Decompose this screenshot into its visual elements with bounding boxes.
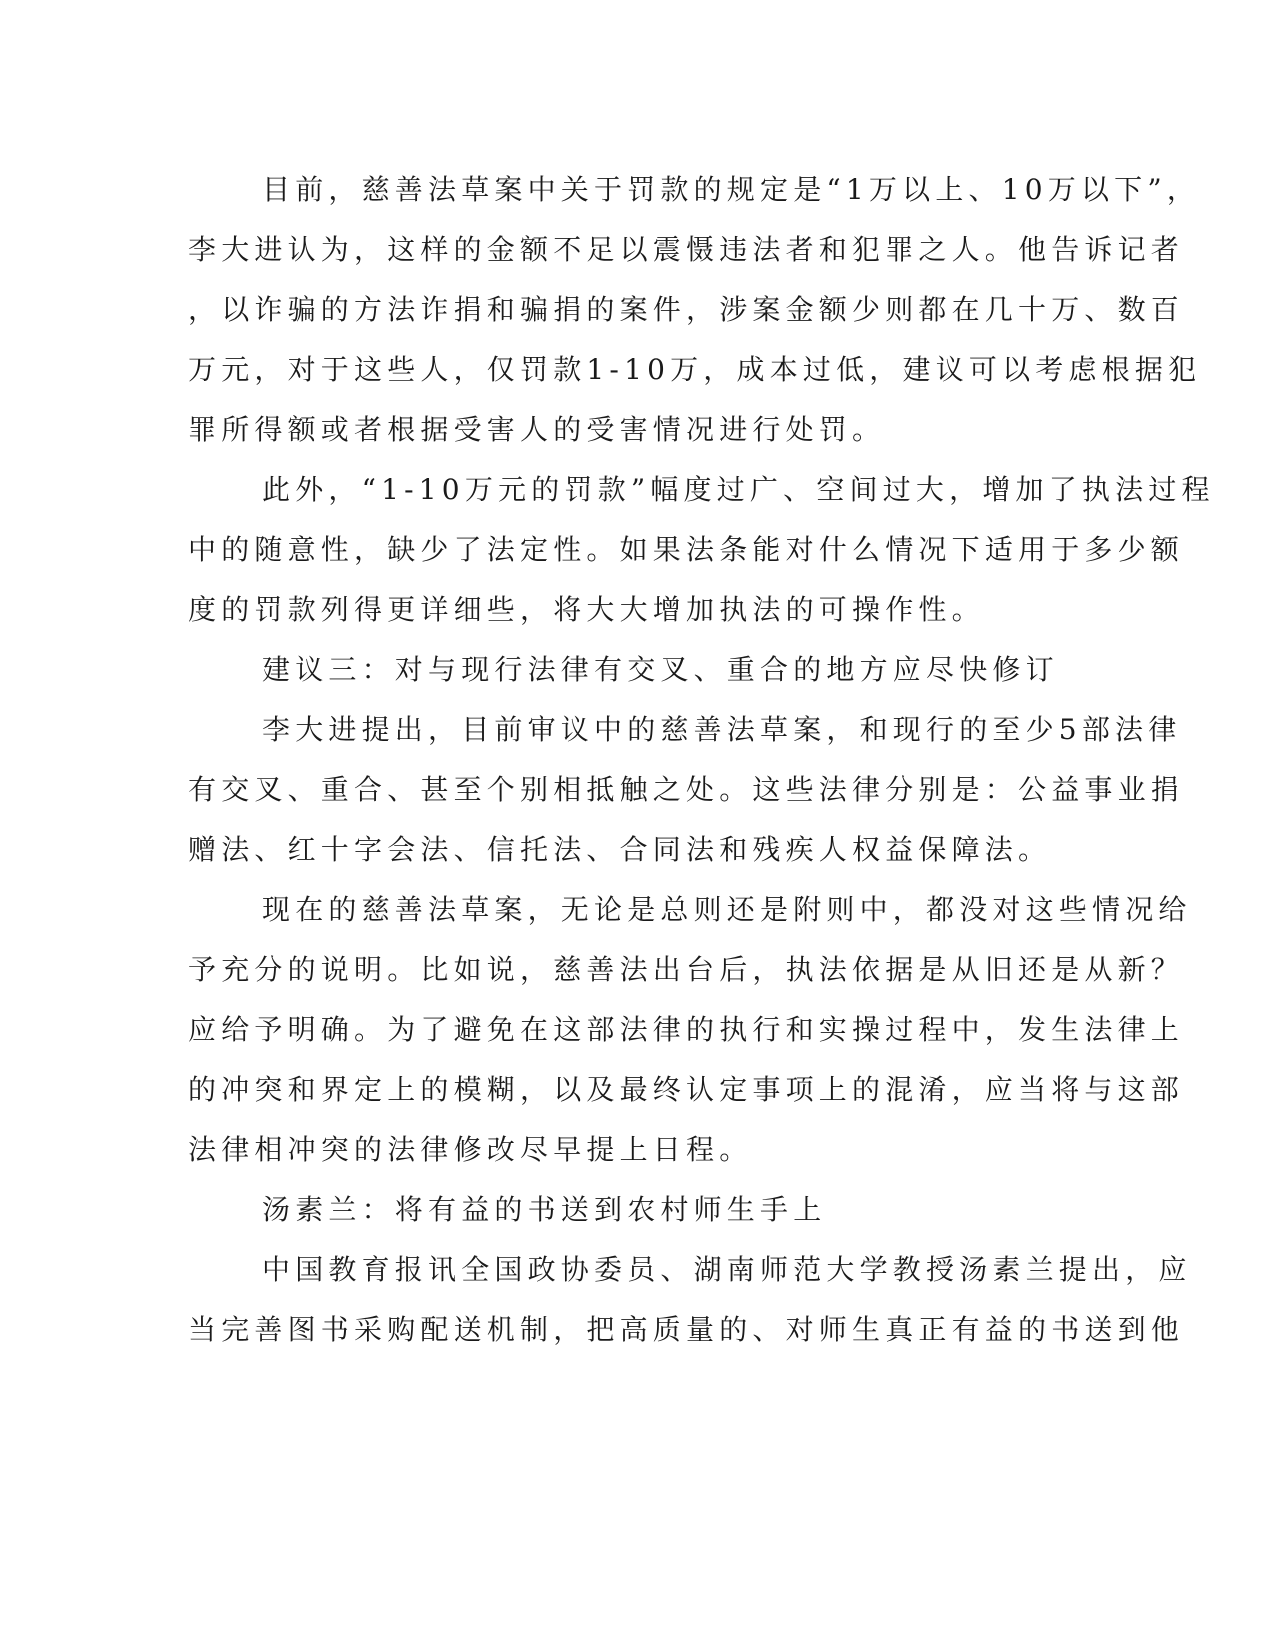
paragraph-line: 目前，慈善法草案中关于罚款的规定是“1万以上、10万以下”，: [262, 173, 1201, 206]
paragraph-line: 法律相冲突的法律修改尽早提上日程。: [188, 1133, 753, 1166]
paragraph-line: 李大进认为，这样的金额不足以震慑违法者和犯罪之人。他告诉记者: [188, 233, 1185, 266]
paragraph-line: 现在的慈善法草案，无论是总则还是附则中，都没对这些情况给: [262, 893, 1192, 926]
paragraph-line: 万元，对于这些人，仅罚款1-10万，成本过低，建议可以考虑根据犯: [188, 353, 1202, 386]
paragraph-line: 罪所得额或者根据受害人的受害情况进行处罚。: [188, 413, 886, 446]
section-heading: 汤素兰：将有益的书送到农村师生手上: [262, 1193, 827, 1226]
paragraph-line: 中的随意性，缺少了法定性。如果法条能对什么情况下适用于多少额: [188, 533, 1185, 566]
paragraph-line: 有交叉、重合、甚至个别相抵触之处。这些法律分别是：公益事业捐: [188, 773, 1185, 806]
paragraph-line: 此外，“1-10万元的罚款”幅度过广、空间过大，增加了执法过程: [262, 473, 1215, 506]
paragraph-line: 赠法、红十字会法、信托法、合同法和残疾人权益保障法。: [188, 833, 1052, 866]
paragraph-line: 中国教育报讯全国政协委员、湖南师范大学教授汤素兰提出，应: [262, 1253, 1192, 1286]
paragraph-line: 予充分的说明。比如说，慈善法出台后，执法依据是从旧还是从新？: [188, 953, 1185, 986]
paragraph-line: 当完善图书采购配送机制，把高质量的、对师生真正有益的书送到他: [188, 1313, 1185, 1346]
paragraph-line: 的冲突和界定上的模糊，以及最终认定事项上的混淆，应当将与这部: [188, 1073, 1185, 1106]
paragraph-line: 度的罚款列得更详细些，将大大增加执法的可操作性。: [188, 593, 985, 626]
paragraph-line: ，以诈骗的方法诈捐和骗捐的案件，涉案金额少则都在几十万、数百: [188, 293, 1185, 326]
paragraph-line: 应给予明确。为了避免在这部法律的执行和实操过程中，发生法律上: [188, 1013, 1185, 1046]
section-heading: 建议三：对与现行法律有交叉、重合的地方应尽快修订: [262, 653, 1059, 686]
paragraph-line: 李大进提出，目前审议中的慈善法草案，和现行的至少5部法律: [262, 713, 1182, 746]
